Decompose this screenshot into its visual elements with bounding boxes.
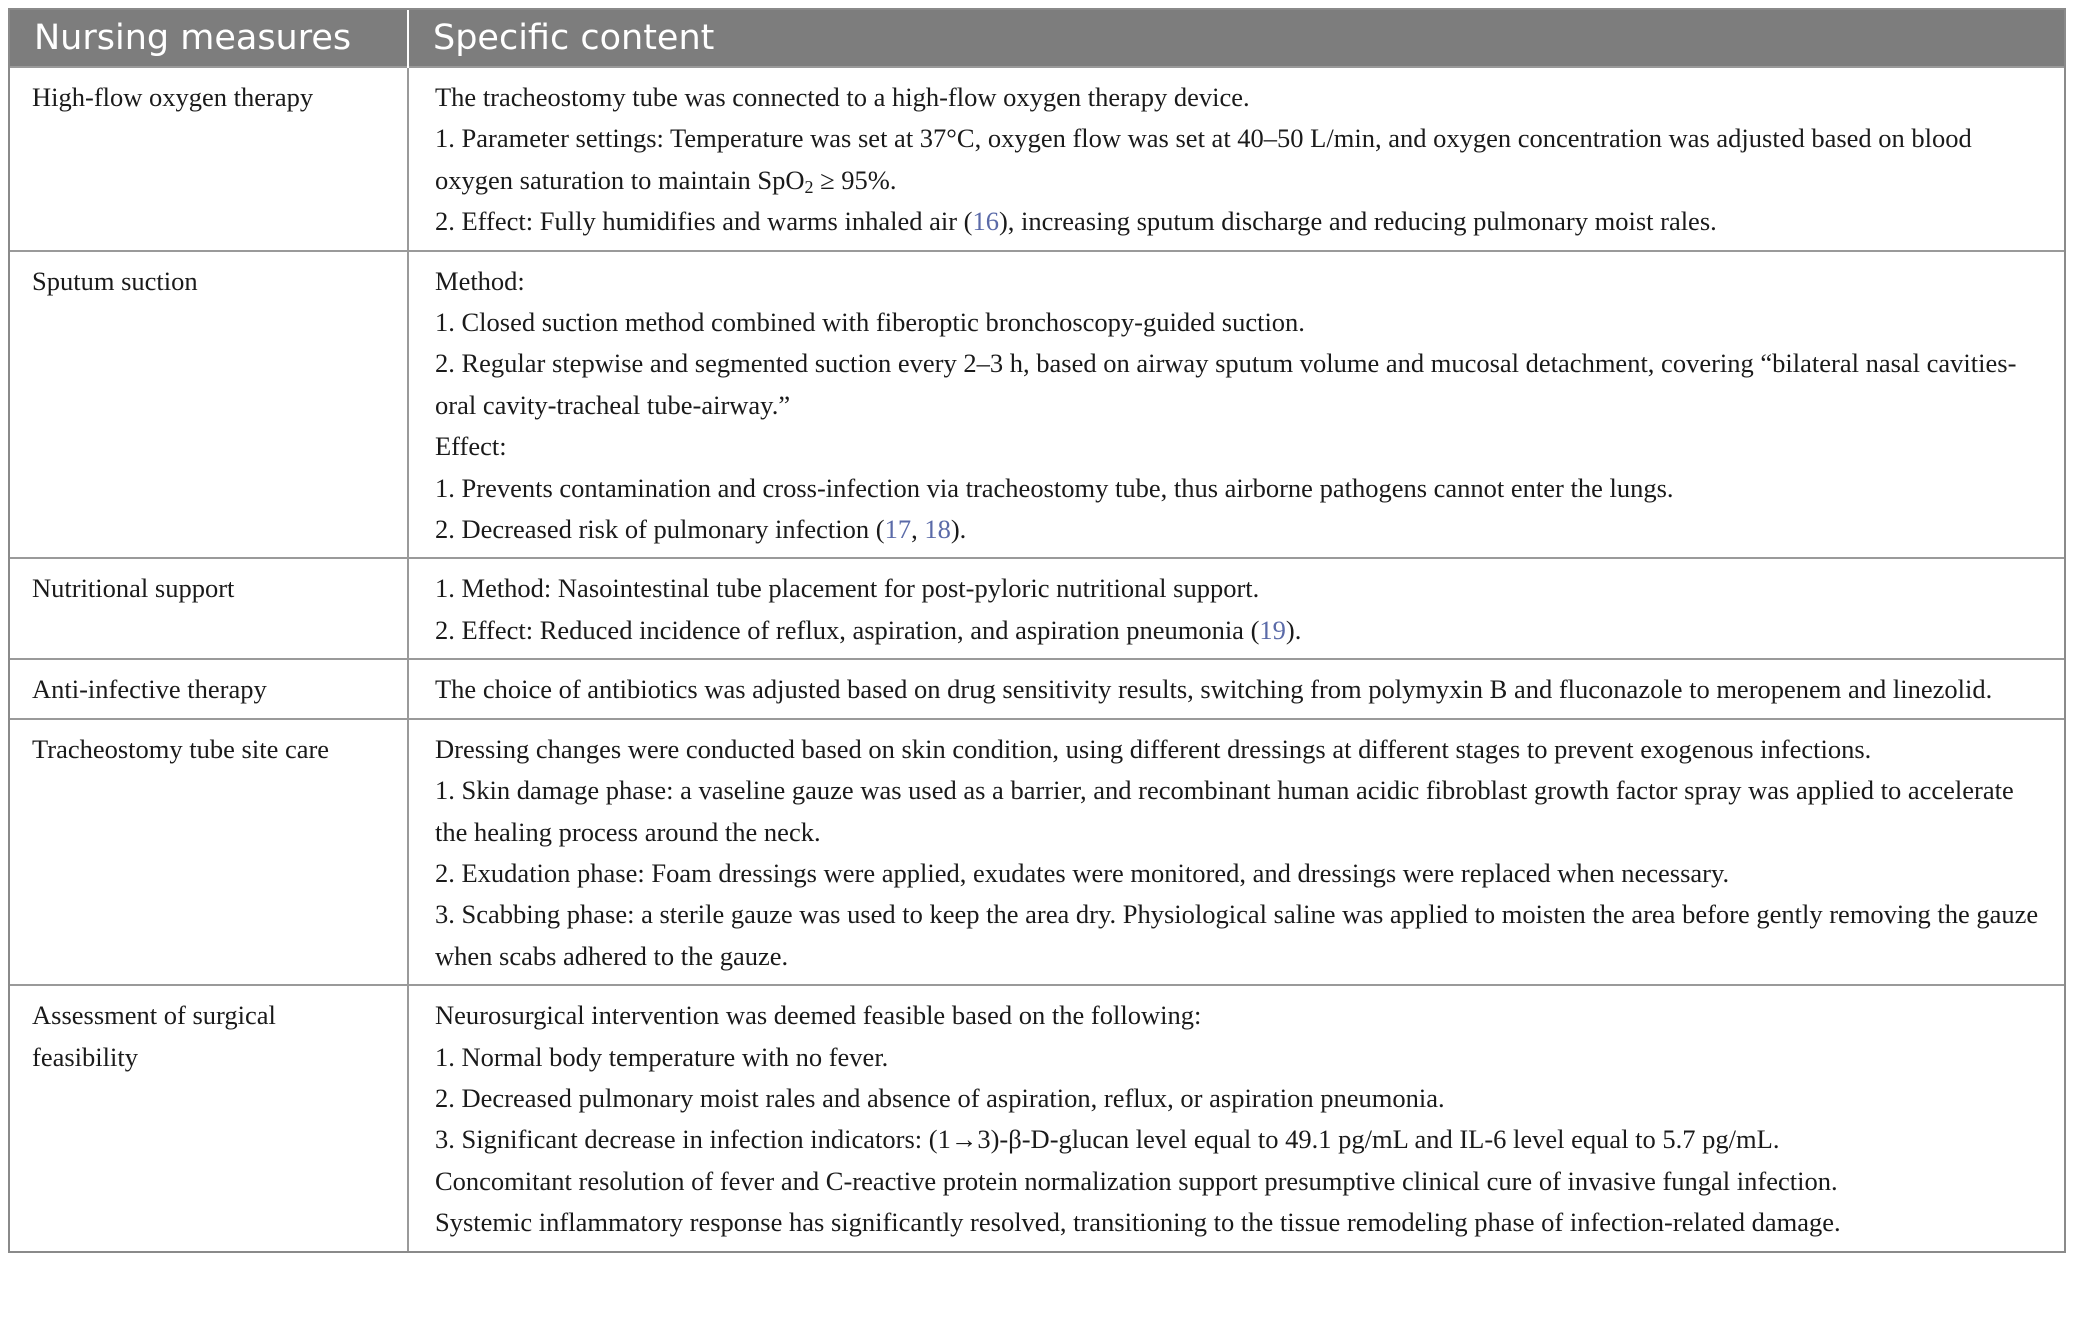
content-line: Method:: [435, 265, 525, 296]
row-measure-label: High-flow oxygen therapy: [10, 67, 408, 251]
reference-link[interactable]: 17: [884, 514, 912, 545]
content-line: Effect:: [435, 431, 507, 462]
content-line: 2. Effect: Reduced incidence of reflux, aspiration, and aspiration pneumonia (19).: [435, 614, 1302, 645]
row-content: [408, 251, 2064, 559]
table-row: [10, 558, 2064, 659]
content-line: 2. Decreased pulmonary moist rales and absence of aspiration, reflux, or aspiration pneumonia.: [435, 1082, 1445, 1113]
content-line: 1. Closed suction method combined with fiberoptic bronchoscopy-guided suction.: [435, 307, 1305, 338]
content-line: 1. Method: Nasointestinal tube placement for post-pyloric nutritional support.: [435, 573, 1260, 604]
content-line: The choice of antibiotics was adjusted based on drug sensitivity results, switching from polymyxin B and fluconazole to meropenem and linezolid.: [435, 674, 1993, 705]
table-row: [10, 719, 2064, 985]
nursing-measures-table-container: [8, 8, 2066, 1253]
content-line: The tracheostomy tube was connected to a high-flow oxygen therapy device.: [435, 82, 1250, 112]
content-line: 2. Effect: Fully humidifies and warms inhaled air (16), increasing sputum discharge and reducing pulmonary moist rales.: [435, 206, 1717, 237]
row-content: [408, 558, 2064, 659]
nursing-measures-table: [10, 10, 2064, 1251]
content-line: 1. Parameter settings: Temperature was set at 37°C, oxygen flow was set at 40–50 L/min, and oxygen concentration was adjusted based on blood oxygen saturation to maintain SpO$_2$ ≥ 95%.: [435, 123, 1972, 197]
content-line: 3. Scabbing phase: a sterile gauze was used to keep the area dry. Physiological saline was applied to moisten the area before gently removing the gauze when scabs adhered to the gauze.: [435, 899, 2039, 971]
row-content: [408, 985, 2064, 1250]
content-line: 2. Exudation phase: Foam dressings were applied, exudates were monitored, and dressings were replaced when necessary.: [435, 857, 1730, 888]
reference-link[interactable]: 18: [924, 514, 951, 545]
table-row: [10, 659, 2064, 718]
row-measure-label: Tracheostomy tube site care: [10, 719, 408, 985]
content-line: Neurosurgical intervention was deemed feasible based on the following:: [435, 1000, 1202, 1031]
spo2-subscript: 2: [804, 176, 814, 197]
header-nursing-measures: Nursing measures: [10, 10, 408, 67]
table-header-row: [10, 10, 2064, 67]
content-line: 1. Skin damage phase: a vaseline gauze was used as a barrier, and recombinant human acidic fibroblast growth factor spray was applied to accelerate the healing process around the neck.: [435, 775, 2014, 847]
content-line: 3. Significant decrease in infection indicators: (1→3)-β-D-glucan level equal to 49.1 pg/mL and IL-6 level equal to 5.7 pg/mL.: [435, 1124, 1780, 1155]
table-row: [10, 67, 2064, 251]
content-line: 2. Regular stepwise and segmented suction every 2–3 h, based on airway sputum volume and mucosal detachment, covering “bilateral nasal cavities-oral cavity-tracheal tube-airway.”: [435, 348, 2017, 420]
reference-link[interactable]: 16: [972, 206, 999, 237]
content-line: 1. Prevents contamination and cross-infection via tracheostomy tube, thus airborne pathogens cannot enter the lungs.: [435, 472, 1674, 503]
table-row: [10, 985, 2064, 1250]
table-row: [10, 251, 2064, 559]
content-line: 2. Decreased risk of pulmonary infection (17, 18).: [435, 514, 967, 545]
row-content: [408, 67, 2064, 251]
row-content: [408, 659, 2064, 718]
reference-link[interactable]: 19: [1259, 614, 1286, 645]
row-content: [408, 719, 2064, 985]
row-measure-label: Assessment of surgical feasibility: [10, 985, 408, 1250]
content-line: Dressing changes were conducted based on skin condition, using different dressings at different stages to prevent exogenous infections.: [435, 733, 1872, 764]
content-line: 1. Normal body temperature with no fever.: [435, 1041, 889, 1072]
header-specific-content: Specific content: [408, 10, 2064, 67]
content-line: Systemic inflammatory response has significantly resolved, transitioning to the tissue remodeling phase of infection-related damage.: [435, 1207, 1841, 1238]
row-measure-label: Sputum suction: [10, 251, 408, 559]
content-line: Concomitant resolution of fever and C-reactive protein normalization support presumptive clinical cure of invasive fungal infection.: [435, 1165, 1838, 1196]
row-measure-label: Nutritional support: [10, 558, 408, 659]
row-measure-label: Anti-infective therapy: [10, 659, 408, 718]
